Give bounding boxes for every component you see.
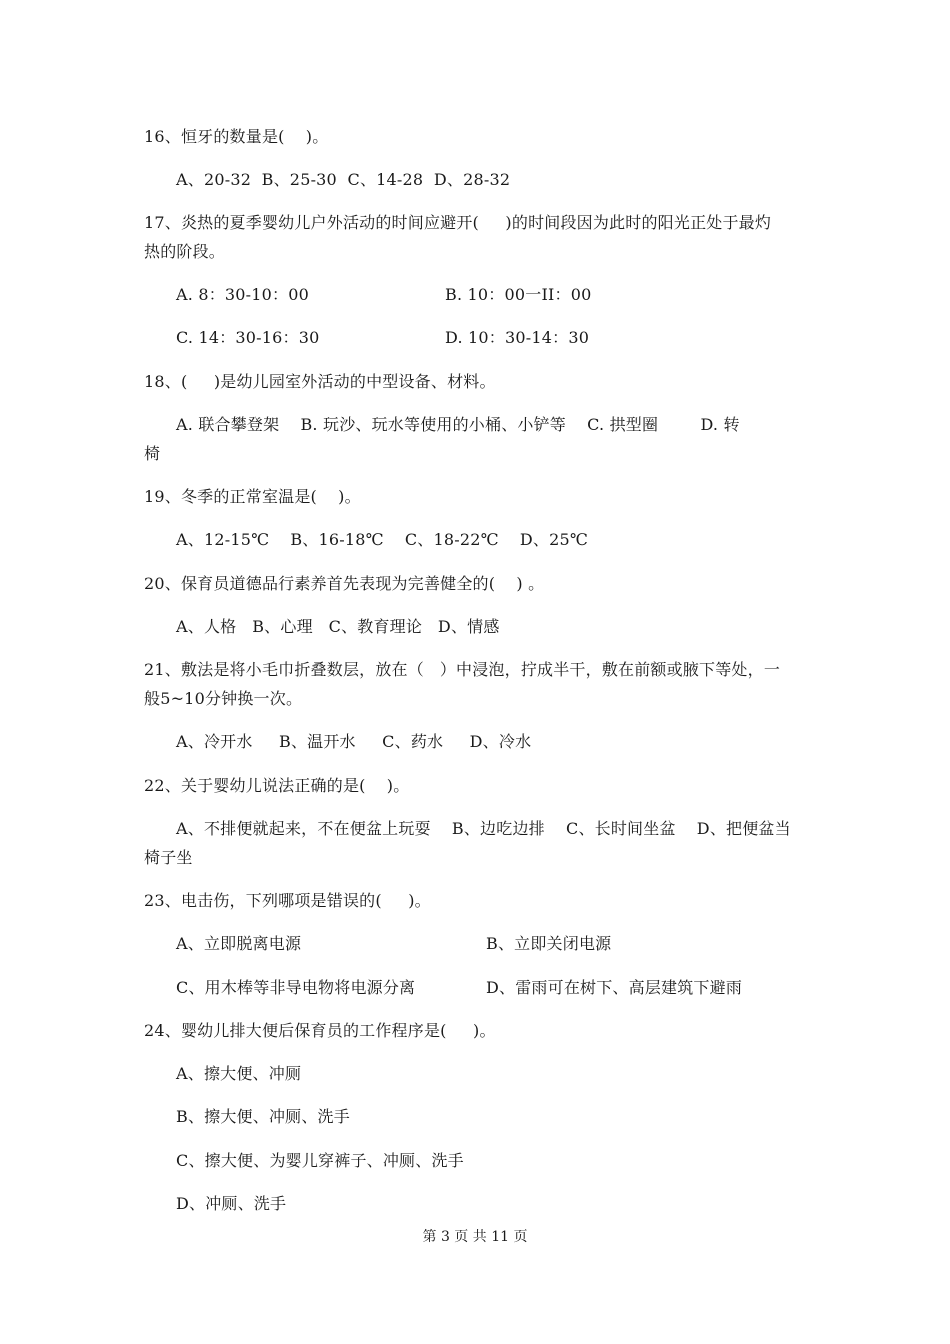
question-17-stem-line1: 17、炎热的夏季婴幼儿户外活动的时间应避开( )的时间段因为此时的阳光正处于最灼 (144, 213, 772, 232)
question-17-stem-line2: 热的阶段。 (144, 242, 226, 261)
question-23-stem: 23、电击伤，下列哪项是错误的( )。 (144, 891, 431, 910)
question-22-stem: 22、关于婴幼儿说法正确的是( )。 (144, 776, 410, 795)
question-23-option-b: B、立即关闭电源 (486, 934, 612, 953)
page-footer: 第 3 页 共 11 页 (422, 1229, 528, 1245)
question-22-options-line2: 椅子坐 (144, 848, 193, 867)
question-24-option-a: A、擦大便、冲厕 (176, 1064, 302, 1083)
question-23-option-c: C、用木棒等非导电物将电源分离 (176, 978, 416, 997)
question-20-stem: 20、保育员道德品行素养首先表现为完善健全的( ) 。 (144, 574, 545, 593)
question-24-option-d: D、冲厕、洗手 (176, 1194, 287, 1213)
question-17-option-a: A. 8：30-10：00 (176, 285, 309, 304)
question-23-option-d: D、雷雨可在树下、高层建筑下避雨 (486, 978, 743, 997)
question-23-option-a: A、立即脱离电源 (176, 934, 302, 953)
question-24-option-c: C、擦大便、为婴儿穿裤子、冲厕、洗手 (176, 1151, 464, 1170)
question-19-stem: 19、冬季的正常室温是( )。 (144, 487, 361, 506)
question-18-stem: 18、( )是幼儿园室外活动的中型设备、材料。 (144, 372, 496, 391)
question-18-options-line2: 椅 (144, 444, 161, 463)
question-21-options: A、冷开水 B、温开水 C、药水 D、冷水 (176, 732, 532, 751)
question-20-options: A、人格 B、心理 C、教育理论 D、情感 (176, 617, 500, 636)
question-22-options-line1: A、不排便就起来，不在便盆上玩耍 B、边吃边排 C、长时间坐盆 D、把便盆当 (176, 819, 791, 838)
question-16-stem: 16、恒牙的数量是( )。 (144, 127, 329, 146)
question-17-option-b: B. 10：00一II：00 (445, 285, 592, 304)
question-17-option-c: C. 14：30-16：30 (176, 328, 320, 347)
question-24-stem: 24、婴幼儿排大便后保育员的工作程序是( )。 (144, 1021, 496, 1040)
question-16-options: A、20-32 B、25-30 C、14-28 D、28-32 (176, 170, 511, 189)
question-18-options-line1: A. 联合攀登架 B. 玩沙、玩水等使用的小桶、小铲等 C. 拱型圈 D. 转 (176, 415, 740, 434)
question-21-stem-line2: 般5~10分钟换一次。 (144, 689, 303, 708)
question-19-options: A、12-15℃ B、16-18℃ C、18-22℃ D、25℃ (176, 530, 588, 549)
question-17-option-d: D. 10：30-14：30 (445, 328, 590, 347)
question-21-stem-line1: 21、敷法是将小毛巾折叠数层，放在（ ）中浸泡，拧成半干，敷在前额或腋下等处，一 (144, 660, 781, 679)
question-24-option-b: B、擦大便、冲厕、洗手 (176, 1107, 350, 1126)
